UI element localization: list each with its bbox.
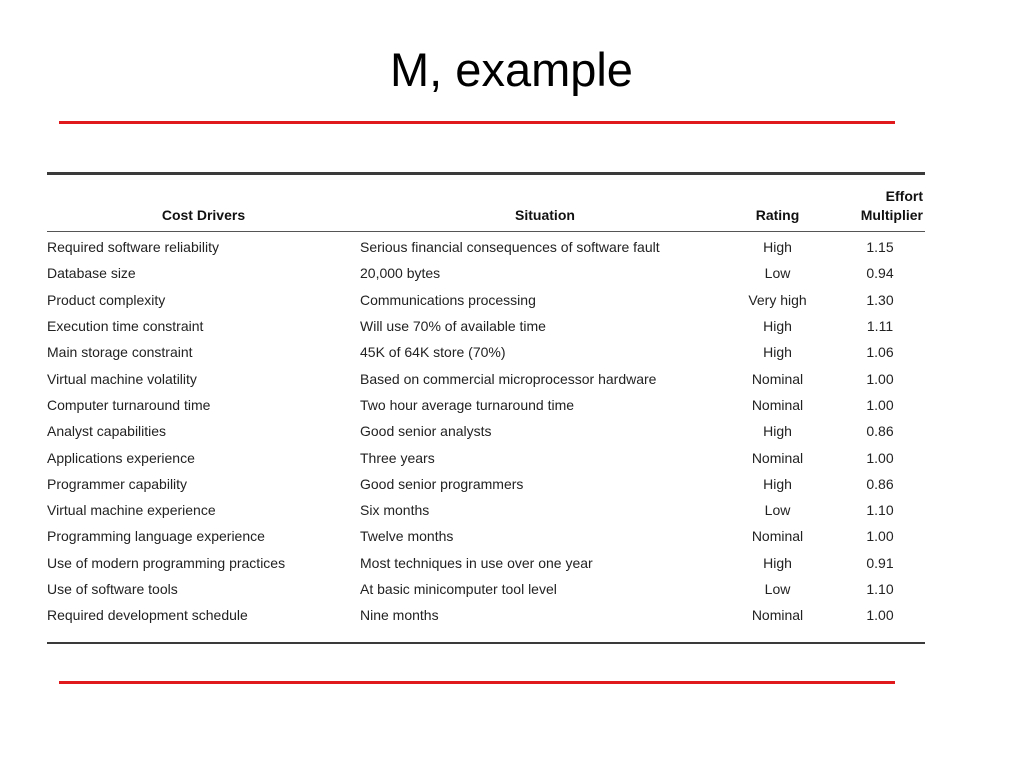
cell-situation: At basic minicomputer tool level	[360, 581, 557, 597]
cell-multiplier: 1.00	[866, 449, 894, 466]
cell-situation: Good senior programmers	[360, 475, 524, 492]
cell-multiplier: 0.91	[866, 554, 894, 571]
cell-rating: High	[763, 475, 792, 492]
table-row	[47, 444, 925, 470]
table-row	[47, 602, 925, 628]
header-cost-drivers: Cost Drivers	[161, 207, 246, 223]
bottom-red-divider	[59, 681, 895, 684]
cell-multiplier: 1.10	[866, 502, 894, 519]
cell-situation: Two hour average turnaround time	[360, 396, 575, 413]
table-row	[47, 313, 925, 339]
cell-rating: Nominal	[751, 449, 804, 466]
cell-situation: Twelve months	[360, 528, 454, 545]
cell-situation: Good senior analysts	[360, 423, 492, 440]
table-row	[47, 260, 925, 286]
cell-cost-driver: Programming language experience	[47, 528, 265, 545]
table-row	[47, 497, 925, 523]
cell-multiplier: 1.00	[866, 528, 894, 545]
cell-situation: Serious financial consequences of software fault	[360, 239, 660, 256]
header-multiplier-line2: Multiplier	[860, 207, 923, 223]
header-effort-multiplier	[825, 175, 925, 231]
table-row	[47, 418, 925, 444]
cell-rating: High	[763, 554, 792, 571]
table-bottom-rule	[47, 642, 925, 644]
cell-multiplier: 1.00	[866, 370, 894, 387]
cell-situation: Six months	[360, 502, 430, 519]
cell-rating: High	[763, 423, 792, 440]
cell-situation: Most techniques in use over one year	[360, 554, 593, 571]
cell-multiplier: 0.94	[866, 265, 894, 282]
cell-cost-driver: Use of modern programming practices	[47, 554, 286, 571]
cell-cost-driver: Execution time constraint	[47, 318, 204, 335]
cell-situation: 20,000 bytes	[360, 265, 441, 282]
cell-rating: Low	[764, 502, 791, 519]
cell-rating: Low	[764, 265, 791, 282]
cell-multiplier: 1.00	[866, 396, 894, 413]
cell-multiplier: 1.15	[866, 239, 894, 256]
cell-situation: Based on commercial microprocessor hardware	[360, 370, 657, 387]
cell-multiplier: 0.86	[866, 423, 894, 440]
cell-cost-driver: Required software reliability	[47, 239, 219, 256]
header-multiplier-line1: Effort	[885, 188, 923, 204]
cell-cost-driver: Main storage constraint	[47, 344, 193, 361]
cell-situation: Will use 70% of available time	[360, 318, 546, 335]
cell-cost-driver: Required development schedule	[47, 607, 248, 624]
cell-rating: High	[763, 344, 792, 361]
cell-multiplier: 1.11	[866, 318, 894, 335]
cell-cost-driver: Virtual machine experience	[47, 502, 216, 519]
cell-multiplier: 1.30	[866, 291, 894, 308]
table-row	[47, 232, 925, 260]
header-rating: Rating	[755, 207, 800, 223]
cell-cost-driver: Use of software tools	[47, 581, 178, 597]
table-row	[47, 392, 925, 418]
table-row	[47, 576, 925, 602]
cell-rating: Nominal	[751, 396, 804, 413]
cell-multiplier: 1.00	[866, 607, 894, 624]
cell-situation: Nine months	[360, 607, 439, 624]
cell-situation: Communications processing	[360, 291, 536, 308]
table-row	[47, 339, 925, 365]
cell-multiplier: 1.10	[866, 581, 894, 597]
header-situation: Situation	[515, 207, 575, 223]
cell-rating: Low	[764, 581, 791, 597]
cell-cost-driver: Virtual machine volatility	[47, 370, 197, 387]
table-row	[47, 550, 925, 576]
cell-situation: 45K of 64K store (70%)	[360, 344, 506, 361]
table-row	[47, 287, 925, 313]
cell-rating: High	[763, 239, 792, 256]
table-row	[47, 365, 925, 391]
cell-cost-driver: Applications experience	[47, 449, 195, 466]
table-header-row	[47, 175, 925, 231]
cell-situation: Three years	[360, 449, 435, 466]
cell-cost-driver: Analyst capabilities	[47, 423, 167, 440]
cost-drivers-table	[47, 172, 925, 644]
cell-rating: Nominal	[751, 607, 804, 624]
cell-rating: Nominal	[751, 370, 804, 387]
cell-cost-driver: Database size	[47, 265, 136, 282]
cell-cost-driver: Computer turnaround time	[47, 396, 211, 413]
slide-title: M, example	[390, 43, 633, 96]
table-row	[47, 471, 925, 497]
cell-cost-driver: Product complexity	[47, 291, 166, 308]
top-red-divider	[59, 121, 895, 124]
cell-rating: Nominal	[751, 528, 804, 545]
cell-multiplier: 1.06	[866, 344, 894, 361]
cell-rating: High	[763, 318, 792, 335]
cell-cost-driver: Programmer capability	[47, 475, 188, 492]
cell-rating: Very high	[748, 291, 807, 308]
table-row	[47, 523, 925, 549]
cell-multiplier: 0.86	[866, 475, 894, 492]
